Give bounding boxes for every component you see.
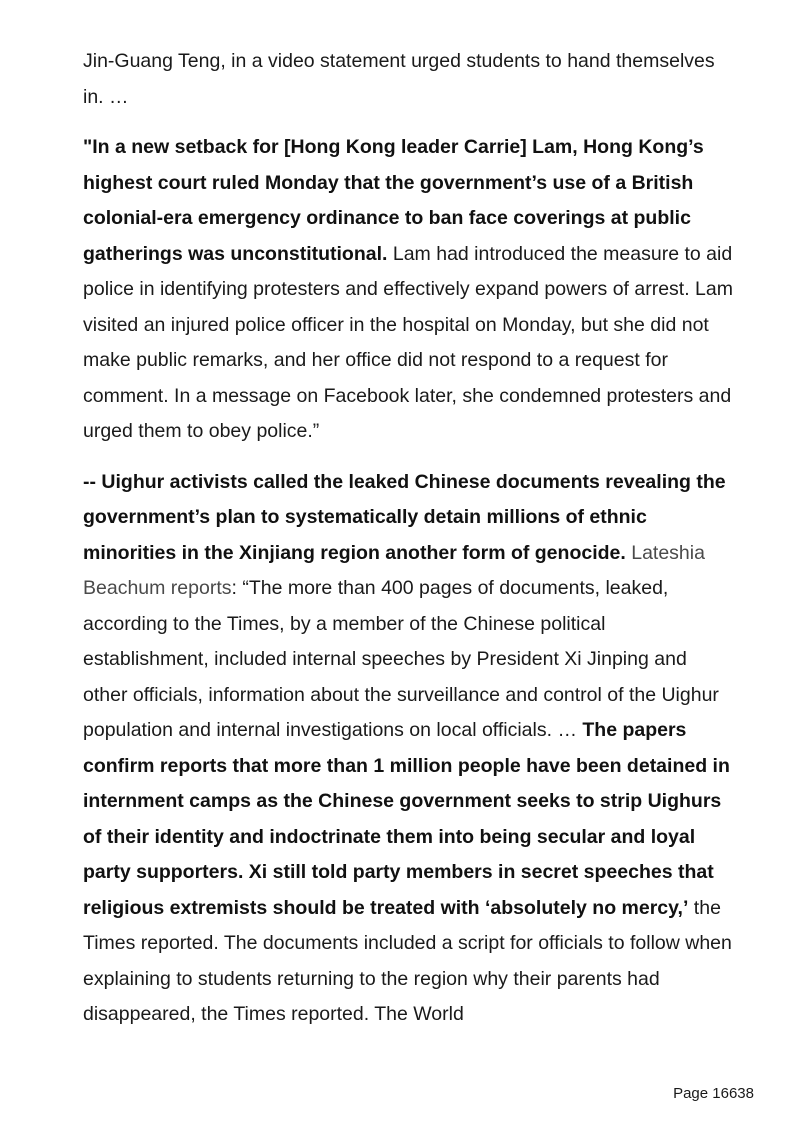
text-segment: Lam had introduced the measure to aid police in identifying protesters and effectively expand powers of arrest. Lam visited an injured police officer in the hospital on Monday, but she did not make public remarks, and her office did not respond to a request for comment. In a message on Facebook later, she condemned protesters and urged them to obey police.” — [83, 242, 733, 442]
reporter-link[interactable]: Lateshia Beachum reports — [83, 541, 705, 599]
page-number: Page 16638 — [673, 1085, 754, 1102]
bold-text-segment: "In a new setback for [Hong Kong leader Carrie] Lam, Hong Kong’s highest court ruled Monday that the government’s use of a British colonial-era emergency ordinance to ban face coverings at public gatherings was unconstitutional. — [83, 136, 704, 265]
bold-text-segment: The papers confirm reports that more than 1 million people have been detained in internment camps as the Chinese government seeks to strip Uighurs of their identity and indoctrinate them into being secular and loyal party supporters. Xi still told party members in secret speeches that religious extremists should be treated with ‘absolutely no mercy,’ — [83, 719, 730, 919]
paragraph-hong-kong-court — [83, 130, 733, 450]
paragraph-uighur-documents — [83, 465, 733, 1033]
text-segment: the Times reported. The documents included a script for officials to follow when explaining to students returning to the region why their parents had disappeared, the Times reported. The World — [83, 896, 732, 1025]
bold-text-segment: -- Uighur activists called the leaked Chinese documents revealing the government’s plan to systematically detain millions of ethnic minorities in the Xinjiang region another form of genocide. — [83, 470, 726, 564]
text-segment: : “The more than 400 pages of documents, leaked, according to the Times, by a member of the Chinese political establishment, included internal speeches by President Xi Jinping and other officials, information about the surveillance and control of the Uighur population and internal investigations on local officials. … — [83, 577, 719, 741]
paragraph-teng-statement — [83, 44, 733, 115]
document-body — [83, 44, 733, 1033]
text-segment: Jin-Guang Teng, in a video statement urged students to hand themselves in. … — [83, 50, 715, 108]
